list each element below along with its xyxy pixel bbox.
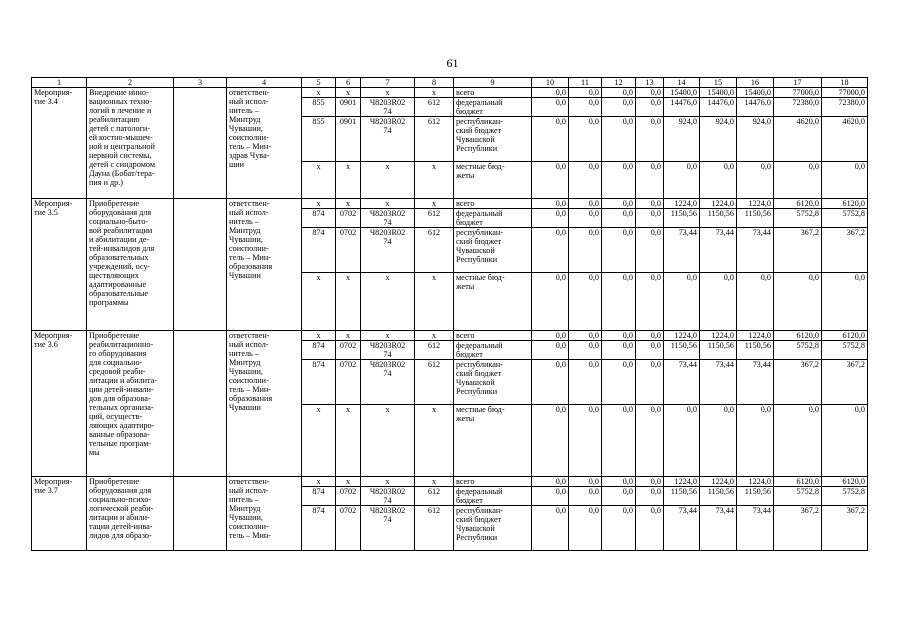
code-gr-cell: 855	[302, 117, 336, 162]
code-target-cell: Ч8203R02 74	[361, 360, 415, 405]
value-cell-18: 72380,0	[822, 98, 868, 117]
code-target-cell: Ч8203R02 74	[361, 487, 415, 506]
code-type-cell: 612	[415, 506, 454, 551]
header-cell-5: 5	[302, 78, 336, 88]
header-cell-9: 9	[454, 78, 532, 88]
value-cell-10: 0,0	[532, 273, 569, 331]
value-cell-14: 1150,56	[664, 487, 700, 506]
value-cell-16: 1150,56	[737, 487, 774, 506]
table-row	[32, 199, 868, 209]
value-cell-17: 367,2	[774, 506, 822, 551]
value-cell-14: 73,44	[664, 506, 700, 551]
page-number: 61	[446, 56, 459, 70]
value-cell-13: 0,0	[636, 477, 664, 487]
value-cell-15: 1150,56	[700, 209, 737, 228]
code-gr-cell: 874	[302, 341, 336, 360]
event-cell: Мероприя- тие 3.5	[32, 199, 87, 331]
funding-source-cell: всего	[454, 88, 532, 98]
code-target-cell: x	[361, 405, 415, 477]
value-cell-12: 0,0	[602, 117, 636, 162]
code-type-cell: x	[415, 331, 454, 341]
table-row	[32, 477, 868, 487]
description-cell: Приобретение оборудования для социально-быто- вой реабилитации и абилитации де- тей-инвалидов для образовательных учреждений, осу- ществляющих адаптированные образовательные программы	[87, 199, 174, 331]
code-target-cell: x	[361, 199, 415, 209]
value-cell-12: 0,0	[602, 360, 636, 405]
code-type-cell: x	[415, 199, 454, 209]
empty-cell	[174, 88, 227, 199]
value-cell-15: 73,44	[700, 506, 737, 551]
value-cell-13: 0,0	[636, 487, 664, 506]
value-cell-11: 0,0	[569, 273, 602, 331]
value-cell-17: 0,0	[774, 162, 822, 199]
header-cell-10: 10	[532, 78, 569, 88]
funding-source-cell: местные бюд- жеты	[454, 273, 532, 331]
header-cell-18: 18	[822, 78, 868, 88]
code-section-cell: 0702	[336, 360, 361, 405]
header-cell-1: 1	[32, 78, 87, 88]
value-cell-14: 1150,56	[664, 341, 700, 360]
value-cell-14: 0,0	[664, 162, 700, 199]
value-cell-12: 0,0	[602, 273, 636, 331]
code-target-cell: Ч8203R02 74	[361, 98, 415, 117]
code-gr-cell: x	[302, 199, 336, 209]
value-cell-18: 6120,0	[822, 331, 868, 341]
code-section-cell: x	[336, 273, 361, 331]
responsible-cell: ответствен- ный испол- нитель – Минтруд Чувашии, соисполни- тель – Мин- образования Чувашии	[227, 331, 302, 477]
value-cell-13: 0,0	[636, 506, 664, 551]
code-gr-cell: 874	[302, 209, 336, 228]
value-cell-18: 6120,0	[822, 477, 868, 487]
code-type-cell: 612	[415, 341, 454, 360]
value-cell-14: 73,44	[664, 228, 700, 273]
value-cell-13: 0,0	[636, 199, 664, 209]
value-cell-16: 1224,0	[737, 331, 774, 341]
header-cell-2: 2	[87, 78, 174, 88]
code-section-cell: 0702	[336, 209, 361, 228]
value-cell-12: 0,0	[602, 162, 636, 199]
value-cell-15: 0,0	[700, 273, 737, 331]
description-cell: Внедрение инно- вационных техно- логий в лечение и реабилитацию детей с патологи- ей костно-мышеч- ной и центральной нервной системы, детей с синдромом Дауна (Бобат/тера- пия и др.)	[87, 88, 174, 199]
value-cell-11: 0,0	[569, 162, 602, 199]
value-cell-15: 0,0	[700, 162, 737, 199]
table-row	[32, 331, 868, 341]
value-cell-16: 0,0	[737, 405, 774, 477]
empty-cell	[174, 477, 227, 551]
responsible-cell: ответствен- ный испол- нитель – Минтруд Чувашии, соисполни- тель – Мин-	[227, 477, 302, 551]
value-cell-14: 1224,0	[664, 331, 700, 341]
code-section-cell: x	[336, 162, 361, 199]
value-cell-10: 0,0	[532, 405, 569, 477]
value-cell-10: 0,0	[532, 331, 569, 341]
value-cell-17: 6120,0	[774, 199, 822, 209]
code-target-cell: x	[361, 331, 415, 341]
value-cell-10: 0,0	[532, 228, 569, 273]
header-cell-13: 13	[636, 78, 664, 88]
empty-cell	[174, 331, 227, 477]
code-gr-cell: 874	[302, 228, 336, 273]
value-cell-13: 0,0	[636, 360, 664, 405]
value-cell-14: 924,0	[664, 117, 700, 162]
header-cell-6: 6	[336, 78, 361, 88]
code-gr-cell: x	[302, 88, 336, 98]
value-cell-14: 1224,0	[664, 477, 700, 487]
value-cell-16: 73,44	[737, 506, 774, 551]
value-cell-17: 367,2	[774, 228, 822, 273]
value-cell-11: 0,0	[569, 228, 602, 273]
value-cell-11: 0,0	[569, 506, 602, 551]
value-cell-13: 0,0	[636, 405, 664, 477]
value-cell-18: 0,0	[822, 273, 868, 331]
code-gr-cell: 874	[302, 487, 336, 506]
value-cell-12: 0,0	[602, 477, 636, 487]
value-cell-15: 73,44	[700, 360, 737, 405]
value-cell-15: 15400,0	[700, 88, 737, 98]
value-cell-15: 1224,0	[700, 199, 737, 209]
value-cell-11: 0,0	[569, 487, 602, 506]
value-cell-16: 1224,0	[737, 477, 774, 487]
value-cell-12: 0,0	[602, 341, 636, 360]
value-cell-18: 367,2	[822, 360, 868, 405]
funding-source-cell: местные бюд- жеты	[454, 162, 532, 199]
value-cell-18: 6120,0	[822, 199, 868, 209]
code-section-cell: 0702	[336, 228, 361, 273]
code-gr-cell: x	[302, 273, 336, 331]
value-cell-12: 0,0	[602, 98, 636, 117]
value-cell-10: 0,0	[532, 341, 569, 360]
funding-source-cell: республикан- ский бюджет Чувашской Республики	[454, 228, 532, 273]
value-cell-15: 73,44	[700, 228, 737, 273]
event-cell: Мероприя- тие 3.4	[32, 88, 87, 199]
value-cell-17: 0,0	[774, 405, 822, 477]
value-cell-17: 367,2	[774, 360, 822, 405]
value-cell-18: 77000,0	[822, 88, 868, 98]
code-target-cell: x	[361, 477, 415, 487]
value-cell-13: 0,0	[636, 98, 664, 117]
code-type-cell: x	[415, 405, 454, 477]
value-cell-17: 5752,8	[774, 487, 822, 506]
code-type-cell: 612	[415, 117, 454, 162]
value-cell-16: 15400,0	[737, 88, 774, 98]
value-cell-16: 1224,0	[737, 199, 774, 209]
value-cell-11: 0,0	[569, 88, 602, 98]
header-cell-8: 8	[415, 78, 454, 88]
value-cell-16: 1150,56	[737, 341, 774, 360]
value-cell-15: 1224,0	[700, 477, 737, 487]
value-cell-10: 0,0	[532, 209, 569, 228]
code-target-cell: x	[361, 162, 415, 199]
value-cell-16: 0,0	[737, 273, 774, 331]
funding-source-cell: местные бюд- жеты	[454, 405, 532, 477]
value-cell-16: 924,0	[737, 117, 774, 162]
code-gr-cell: x	[302, 331, 336, 341]
value-cell-18: 0,0	[822, 405, 868, 477]
event-cell: Мероприя- тие 3.6	[32, 331, 87, 477]
code-section-cell: x	[336, 477, 361, 487]
value-cell-18: 0,0	[822, 162, 868, 199]
header-cell-4: 4	[227, 78, 302, 88]
value-cell-10: 0,0	[532, 477, 569, 487]
code-type-cell: x	[415, 162, 454, 199]
header-row	[32, 78, 868, 88]
code-section-cell: 0901	[336, 98, 361, 117]
code-target-cell: Ч8203R02 74	[361, 209, 415, 228]
value-cell-17: 5752,8	[774, 341, 822, 360]
funding-source-cell: всего	[454, 477, 532, 487]
code-gr-cell: x	[302, 162, 336, 199]
code-type-cell: 612	[415, 228, 454, 273]
value-cell-13: 0,0	[636, 209, 664, 228]
value-cell-18: 5752,8	[822, 209, 868, 228]
value-cell-11: 0,0	[569, 360, 602, 405]
value-cell-13: 0,0	[636, 162, 664, 199]
value-cell-14: 1150,56	[664, 209, 700, 228]
funding-source-cell: федеральный бюджет	[454, 209, 532, 228]
code-section-cell: x	[336, 199, 361, 209]
value-cell-14: 73,44	[664, 360, 700, 405]
value-cell-11: 0,0	[569, 331, 602, 341]
empty-cell	[174, 199, 227, 331]
description-cell: Приобретение оборудования для социально-психо- логической реаби- литации и абили- тации детей-инва- лидов для образо-	[87, 477, 174, 551]
value-cell-16: 73,44	[737, 228, 774, 273]
value-cell-18: 5752,8	[822, 341, 868, 360]
value-cell-12: 0,0	[602, 487, 636, 506]
description-cell: Приобретение реабилитационно- го оборудования для социально- средовой реаби- литации и абилита- ции детей-инвали- дов для образова- тельных организа- ций, осуществ- ляющих адаптиро- ванные образова- тельные програм- мы	[87, 331, 174, 477]
table-row	[32, 88, 868, 98]
funding-source-cell: всего	[454, 331, 532, 341]
value-cell-14: 0,0	[664, 405, 700, 477]
value-cell-16: 73,44	[737, 360, 774, 405]
value-cell-18: 4620,0	[822, 117, 868, 162]
value-cell-13: 0,0	[636, 88, 664, 98]
value-cell-10: 0,0	[532, 117, 569, 162]
funding-source-cell: республикан- ский бюджет Чувашской Республики	[454, 117, 532, 162]
value-cell-11: 0,0	[569, 199, 602, 209]
value-cell-12: 0,0	[602, 88, 636, 98]
value-cell-12: 0,0	[602, 405, 636, 477]
code-section-cell: 0702	[336, 341, 361, 360]
value-cell-10: 0,0	[532, 162, 569, 199]
value-cell-12: 0,0	[602, 506, 636, 551]
value-cell-12: 0,0	[602, 228, 636, 273]
code-gr-cell: x	[302, 405, 336, 477]
value-cell-13: 0,0	[636, 273, 664, 331]
code-section-cell: x	[336, 405, 361, 477]
funding-source-cell: федеральный бюджет	[454, 487, 532, 506]
code-target-cell: Ч8203R02 74	[361, 506, 415, 551]
value-cell-17: 5752,8	[774, 209, 822, 228]
code-gr-cell: x	[302, 477, 336, 487]
value-cell-15: 1224,0	[700, 331, 737, 341]
value-cell-12: 0,0	[602, 331, 636, 341]
value-cell-13: 0,0	[636, 117, 664, 162]
header-cell-15: 15	[700, 78, 737, 88]
code-type-cell: x	[415, 273, 454, 331]
value-cell-14: 1224,0	[664, 199, 700, 209]
value-cell-10: 0,0	[532, 199, 569, 209]
value-cell-15: 14476,0	[700, 98, 737, 117]
value-cell-17: 4620,0	[774, 117, 822, 162]
code-section-cell: 0901	[336, 117, 361, 162]
value-cell-11: 0,0	[569, 341, 602, 360]
header-cell-12: 12	[602, 78, 636, 88]
value-cell-14: 15400,0	[664, 88, 700, 98]
value-cell-15: 924,0	[700, 117, 737, 162]
value-cell-11: 0,0	[569, 117, 602, 162]
header-cell-7: 7	[361, 78, 415, 88]
budget-table	[31, 77, 868, 551]
value-cell-17: 6120,0	[774, 477, 822, 487]
value-cell-10: 0,0	[532, 487, 569, 506]
code-type-cell: 612	[415, 360, 454, 405]
code-type-cell: x	[415, 88, 454, 98]
header-cell-3: 3	[174, 78, 227, 88]
code-target-cell: x	[361, 88, 415, 98]
code-type-cell: 612	[415, 487, 454, 506]
funding-source-cell: федеральный бюджет	[454, 341, 532, 360]
code-gr-cell: 855	[302, 98, 336, 117]
value-cell-10: 0,0	[532, 88, 569, 98]
value-cell-16: 1150,56	[737, 209, 774, 228]
funding-source-cell: федеральный бюджет	[454, 98, 532, 117]
value-cell-11: 0,0	[569, 477, 602, 487]
value-cell-11: 0,0	[569, 405, 602, 477]
value-cell-13: 0,0	[636, 331, 664, 341]
value-cell-17: 0,0	[774, 273, 822, 331]
value-cell-13: 0,0	[636, 228, 664, 273]
event-cell: Мероприя- тие 3.7	[32, 477, 87, 551]
funding-source-cell: всего	[454, 199, 532, 209]
value-cell-13: 0,0	[636, 341, 664, 360]
code-gr-cell: 874	[302, 506, 336, 551]
value-cell-16: 14476,0	[737, 98, 774, 117]
value-cell-10: 0,0	[532, 98, 569, 117]
code-section-cell: 0702	[336, 487, 361, 506]
value-cell-10: 0,0	[532, 506, 569, 551]
value-cell-12: 0,0	[602, 199, 636, 209]
value-cell-10: 0,0	[532, 360, 569, 405]
value-cell-11: 0,0	[569, 209, 602, 228]
code-gr-cell: 874	[302, 360, 336, 405]
value-cell-18: 367,2	[822, 228, 868, 273]
value-cell-17: 77000,0	[774, 88, 822, 98]
code-target-cell: Ч8203R02 74	[361, 228, 415, 273]
value-cell-14: 0,0	[664, 273, 700, 331]
value-cell-18: 5752,8	[822, 487, 868, 506]
header-cell-11: 11	[569, 78, 602, 88]
value-cell-15: 1150,56	[700, 341, 737, 360]
funding-source-cell: республикан- ский бюджет Чувашской Республики	[454, 506, 532, 551]
header-cell-16: 16	[737, 78, 774, 88]
code-type-cell: 612	[415, 209, 454, 228]
header-cell-14: 14	[664, 78, 700, 88]
code-section-cell: 0702	[336, 506, 361, 551]
code-type-cell: 612	[415, 98, 454, 117]
value-cell-15: 1150,56	[700, 487, 737, 506]
value-cell-15: 0,0	[700, 405, 737, 477]
value-cell-17: 72380,0	[774, 98, 822, 117]
value-cell-14: 14476,0	[664, 98, 700, 117]
value-cell-18: 367,2	[822, 506, 868, 551]
value-cell-16: 0,0	[737, 162, 774, 199]
value-cell-17: 6120,0	[774, 331, 822, 341]
code-target-cell: Ч8203R02 74	[361, 117, 415, 162]
value-cell-12: 0,0	[602, 209, 636, 228]
responsible-cell: ответствен- ный испол- нитель – Минтруд Чувашии, соисполни- тель – Мин- здрав Чува- шии	[227, 88, 302, 199]
responsible-cell: ответствен- ный испол- нитель – Минтруд Чувашии, соисполни- тель – Мин- образования Чувашии	[227, 199, 302, 331]
value-cell-11: 0,0	[569, 98, 602, 117]
funding-source-cell: республикан- ский бюджет Чувашской Республики	[454, 360, 532, 405]
code-section-cell: x	[336, 331, 361, 341]
code-type-cell: x	[415, 477, 454, 487]
code-section-cell: x	[336, 88, 361, 98]
code-target-cell: Ч8203R02 74	[361, 341, 415, 360]
header-cell-17: 17	[774, 78, 822, 88]
code-target-cell: x	[361, 273, 415, 331]
